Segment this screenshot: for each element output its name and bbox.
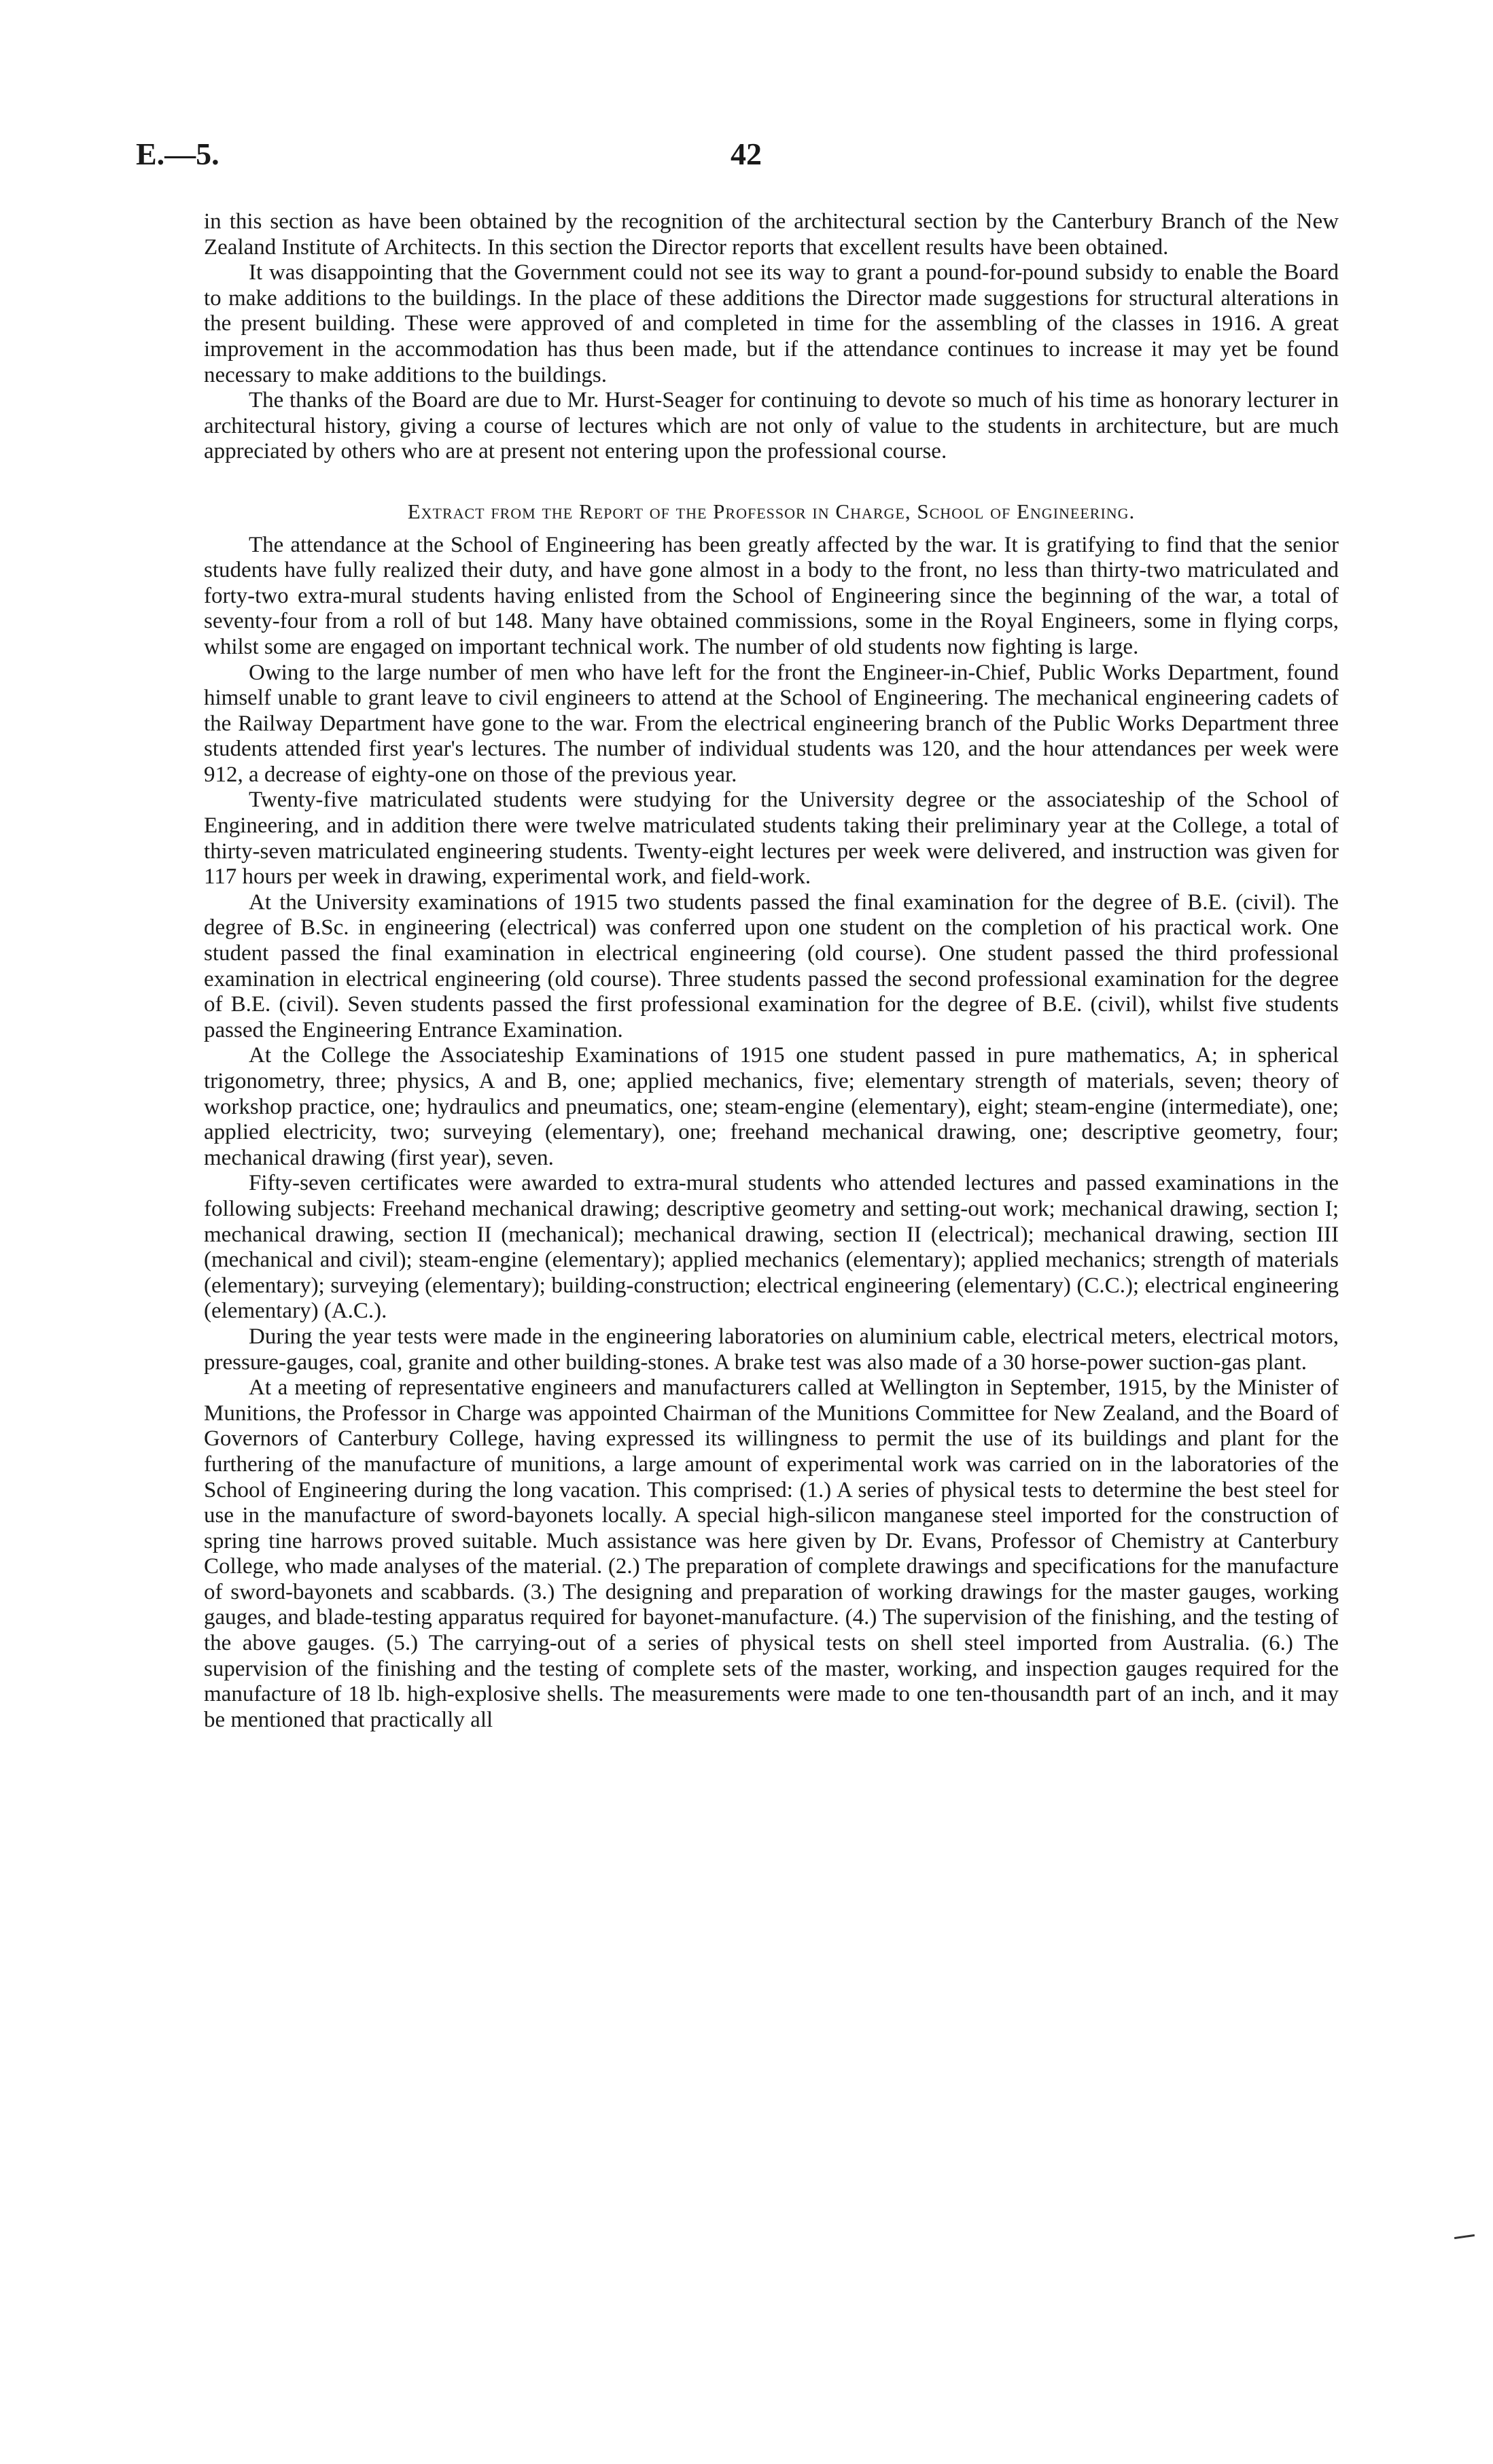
paragraph: Twenty-five matriculated students were studying for the University degree or the associateship of the School of Engineering, and in addition there were twelve matriculated students taking their preliminary year at the College, a total of thirty-seven matriculated engineering students. Twenty-eight lectures per week were delivered, and instruction was given for 117 hours per week in drawing, experimental work, and field-work. <box>204 788 1339 890</box>
margin-mark <box>1454 2234 1475 2239</box>
paragraph: The attendance at the School of Engineering has been greatly affected by the war. It is gratifying to find that the senior students have fully realized their duty, and have gone almost in a body to the front, no less than thirty-two matriculated and forty-two extra-mural students having enlisted from the School of Engineering since the beginning of the war, a total of seventy-four from a roll of but 148. Many have obtained commissions, some in the Royal Engineers, some in flying corps, whilst some are engaged on important technical work. The number of old students now fighting is large. <box>204 532 1339 659</box>
paragraph: Fifty-seven certificates were awarded to extra-mural students who attended lectures and passed examinations in the following subjects: Freehand mechanical drawing; descriptive geometry and setting-out work; mechanical drawing, section I; mechanical drawing, section II (mechanical); mechanical drawing, section II (electrical); mechanical drawing, section III (mechanical and civil); steam-engine (elementary); applied mechanics (elementary); applied mechanics; strength of materials (elementary); surveying (elementary); building-construction; electrical engineering (elementary) (C.C.); electrical engineering (elementary) (A.C.). <box>204 1171 1339 1324</box>
paragraph: It was disappointing that the Government could not see its way to grant a pound-for-pound subsidy to enable the Board to make additions to the buildings. In the place of these additions the Director made suggestions for structural alterations in the present building. These were approved of and completed in time for the assembling of the classes in 1916. A great improvement in the accommodation has thus been made, but if the attendance continues to increase it may yet be found necessary to make additions to the buildings. <box>204 260 1339 387</box>
paragraph: Owing to the large number of men who have left for the front the Engineer-in-Chief, Public Works Department, found himself unable to grant leave to civil engineers to attend at the School of Engineering. The mechanical engineering cadets of the Railway Department have gone to the war. From the electrical engineering branch of the Public Works Department three students attended first year's lectures. The number of individual students was 120, and the hour attendances per week were 912, a decrease of eighty-one on those of the previous year. <box>204 660 1339 787</box>
body-text <box>204 209 1339 1733</box>
page-header <box>136 136 1335 190</box>
page-number: 42 <box>731 137 762 171</box>
paragraph: The thanks of the Board are due to Mr. Hurst-Seager for continuing to devote so much of his time as honorary lecturer in architectural history, giving a course of lectures which are not only of value to the students in architecture, but are much appreciated by others who are at present not entering upon the professional course. <box>204 388 1339 464</box>
section-heading: Extract from the Report of the Professor in Charge, School of Engineering. <box>407 499 1136 523</box>
paragraph: At the College the Associateship Examinations of 1915 one student passed in pure mathematics, A; in spherical trigonometry, three; physics, A and B, one; applied mechanics, five; elementary strength of materials, seven; theory of workshop practice, one; hydraulics and pneumatics, one; steam-engine (elementary), eight; steam-engine (intermediate), one; applied electricity, two; surveying (elementary), one; freehand mechanical drawing, one; descriptive geometry, four; mechanical drawing (first year), seven. <box>204 1043 1339 1170</box>
paragraph: At the University examinations of 1915 two students passed the final examination for the degree of B.E. (civil). The degree of B.Sc. in engineering (electrical) was conferred upon one student on the completion of his practical work. One student passed the final examination in electrical engineering (old course). One student passed the third professional examination in electrical engineering (old course). Three students passed the second professional examination for the degree of B.E. (civil). Seven students passed the first professional examination for the degree of B.E. (civil), whilst five students passed the Engineering Entrance Examination. <box>204 890 1339 1042</box>
paragraph: At a meeting of representative engineers and manufacturers called at Wellington in September, 1915, by the Minister of Munitions, the Professor in Charge was appointed Chairman of the Munitions Committee for New Zealand, and the Board of Governors of Canterbury College, having expressed its willingness to permit the use of its buildings and plant for the furthering of the manufacture of munitions, a large amount of experimental work was carried on in the laboratories of the School of Engineering during the long vacation. This comprised: (1.) A series of physical tests to determine the best steel for use in the manufacture of sword-bayonets locally. A special high-silicon manganese steel imported for the construction of spring tine harrows proved suitable. Much assistance was here given by Dr. Evans, Professor of Chemistry at Canterbury College, who made analyses of the material. (2.) The preparation of complete drawings and specifications for the manufacture of sword-bayonets and scabbards. (3.) The designing and preparation of working drawings for the master gauges, working gauges, and blade-testing apparatus required for bayonet-manufacture. (4.) The supervision of the finishing, and the testing of the above gauges. (5.) The carrying-out of a series of physical tests on shell steel imported from Australia. (6.) The supervision of the finishing and the testing of complete sets of the master, working, and inspection gauges required for the manufacture of 18 lb. high-explosive shells. The measurements were made to one ten-thousandth part of an inch, and it may be mentioned that practically all <box>204 1375 1339 1732</box>
paragraph: During the year tests were made in the engineering laboratories on aluminium cable, electrical meters, electrical motors, pressure-gauges, coal, granite and other building-stones. A brake test was also made of a 30 horse-power suction-gas plant. <box>204 1324 1339 1375</box>
paragraph: in this section as have been obtained by the recognition of the architectural section by the Canterbury Branch of the New Zealand Institute of Architects. In this section the Director reports that excellent results have been obtained. <box>204 209 1339 260</box>
document-reference: E.—5. <box>136 137 219 171</box>
